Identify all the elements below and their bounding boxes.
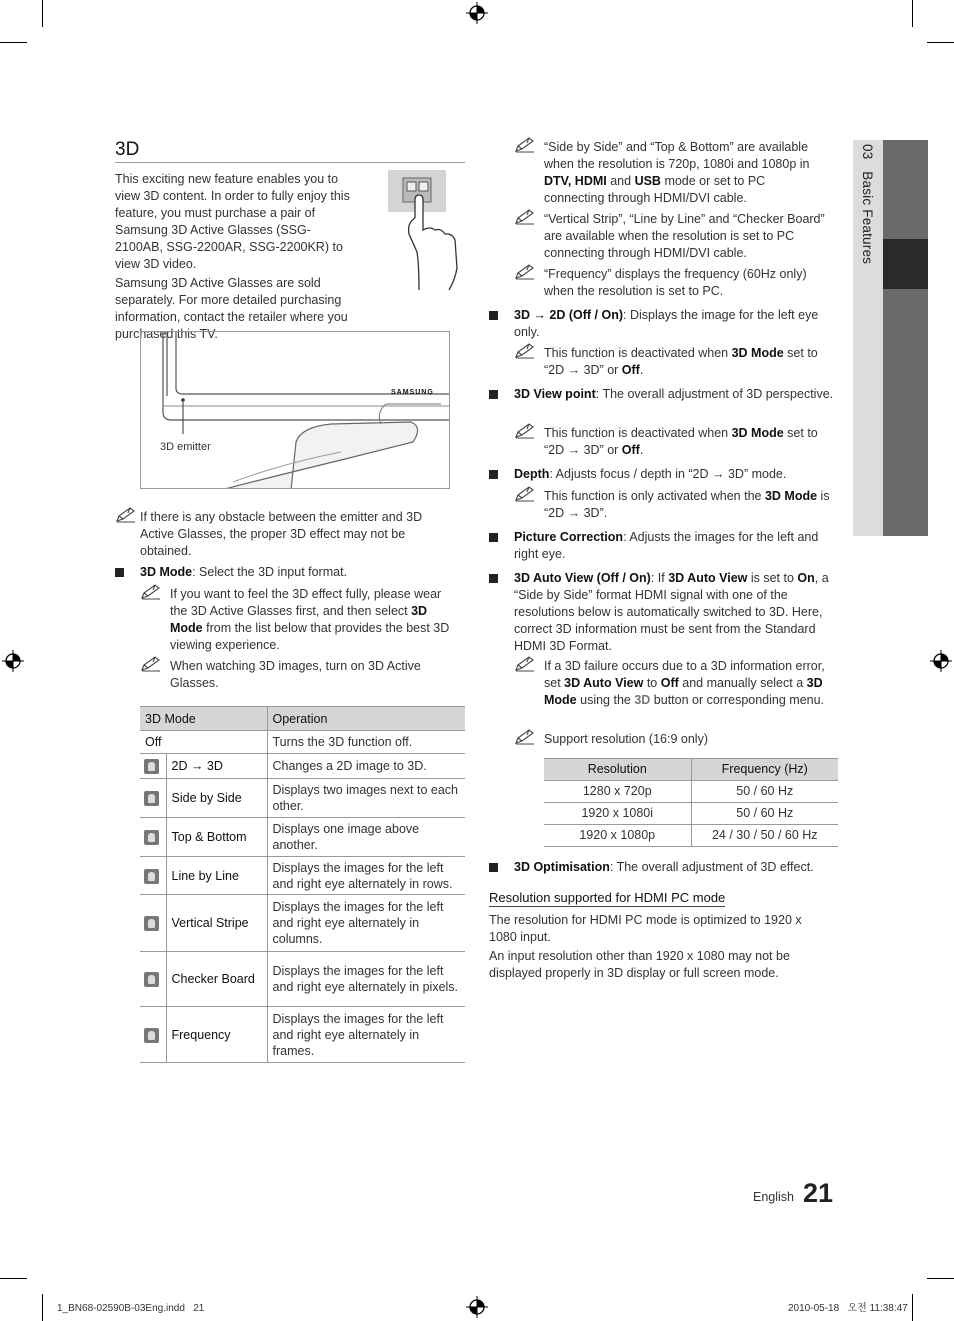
- term: 3D Mode: [731, 346, 784, 360]
- top-bottom-icon: [144, 830, 159, 845]
- table-row: [140, 1007, 465, 1063]
- bullet-square-icon: [489, 863, 498, 872]
- bullet-3d-view-point: [489, 386, 834, 403]
- chapter-side-tab: [853, 140, 883, 536]
- mode-name: Line by Line: [166, 857, 267, 895]
- note-text: This function is deactivated when: [544, 346, 732, 360]
- term: Off: [621, 363, 640, 377]
- note-text: to: [643, 676, 661, 690]
- term: Depth: [514, 467, 550, 481]
- table-row: [140, 952, 465, 1007]
- term: Off: [621, 443, 640, 457]
- term: 3D Mode: [731, 426, 784, 440]
- bullet-square-icon: [489, 311, 498, 320]
- note-text: and: [606, 174, 635, 188]
- bullet-3d-auto-view: [489, 570, 834, 655]
- tv-brand-logo: SAMSUNG: [391, 389, 434, 396]
- note-text: set to “2D → 3D” or: [544, 426, 818, 457]
- 2d-to-3d-icon: [144, 759, 159, 774]
- term: Picture Correction: [514, 530, 624, 544]
- tv-emitter-figure: [140, 331, 450, 489]
- term: 3D Mode: [140, 565, 193, 579]
- registration-mark-icon: [466, 2, 488, 24]
- note-text: When watching 3D images, turn on 3D Active Glasses.: [170, 659, 421, 690]
- term-desc: : If: [650, 571, 669, 585]
- mode-name: Checker Board: [166, 952, 267, 1007]
- note-text: If a 3D failure occurs due to a 3D information error, set: [544, 659, 825, 690]
- frequency-cell: 50 / 60 Hz: [691, 803, 838, 825]
- frequency-icon: [144, 1028, 159, 1043]
- section-title: 3D: [115, 140, 465, 163]
- note-wear-glasses: [140, 586, 460, 654]
- emitter-label: 3D emitter: [160, 441, 211, 453]
- table-header-row: [544, 759, 838, 781]
- term: 3D → 2D (Off / On): [514, 308, 624, 322]
- term: 3D Mode: [170, 604, 428, 635]
- note-text: is “2D → 3D”.: [544, 489, 830, 520]
- vertical-stripe-icon: [144, 916, 159, 931]
- registration-mark-icon: [930, 650, 952, 672]
- crop-mark: [42, 0, 43, 27]
- crop-mark: [912, 1294, 913, 1321]
- note-text: If there is any obstacle between the emitter and 3D Active Glasses, the proper 3D effect may not be obtained.: [140, 510, 423, 558]
- term: 3D Mode: [544, 676, 823, 707]
- mode-desc: Displays the images for the left and right eye alternately in frames.: [267, 1007, 465, 1063]
- table-row: [140, 731, 465, 754]
- term-desc: is set to: [747, 571, 798, 585]
- bullet-3d-optimisation: [489, 859, 834, 876]
- frequency-cell: 50 / 60 Hz: [691, 781, 838, 803]
- term: USB: [634, 174, 661, 188]
- note-text: .: [639, 363, 644, 377]
- term: DTV, HDMI: [544, 174, 607, 188]
- bullet-3d-to-2d: [489, 307, 834, 341]
- mode-name: Side by Side: [166, 779, 267, 818]
- note-text: button or corresponding menu.: [650, 693, 825, 707]
- table-header-row: [140, 707, 465, 731]
- note-text: Support resolution (16:9 only): [544, 732, 708, 746]
- bullet-depth: [489, 466, 834, 483]
- table-row: [140, 857, 465, 895]
- note-deactivated: [514, 425, 839, 459]
- term: 3D Auto View: [668, 571, 748, 585]
- frequency-cell: 24 / 30 / 50 / 60 Hz: [691, 825, 838, 847]
- term: Off: [660, 676, 679, 690]
- table-row: [544, 825, 838, 847]
- bullet-square-icon: [489, 533, 498, 542]
- hdmi-pc-paragraph: An input resolution other than 1920 x 1080 may not be displayed properly in 3D display or full screen mode.: [489, 949, 790, 980]
- note-pencil-icon: [514, 209, 536, 225]
- note-text: “Side by Side” and “Top & Bottom” are available when the resolution is 720p, 1080i and 1080p in: [544, 140, 810, 171]
- registration-mark-icon: [2, 650, 24, 672]
- bullet-square-icon: [115, 568, 124, 577]
- resolution-cell: 1920 x 1080i: [544, 803, 691, 825]
- mode-desc: Displays the images for the left and right eye alternately in rows.: [267, 857, 465, 895]
- resolution-cell: 1280 x 720p: [544, 781, 691, 803]
- term: 3D View point: [514, 387, 596, 401]
- crop-mark: [912, 0, 913, 27]
- side-by-side-icon: [144, 791, 159, 806]
- resolution-table: [544, 758, 838, 847]
- term-desc: : Adjusts the images for the left and right eye.: [514, 530, 819, 561]
- note-pencil-icon: [514, 486, 536, 502]
- note-deactivated: [514, 345, 839, 379]
- checker-board-icon: [144, 972, 159, 987]
- hdmi-pc-paragraph: The resolution for HDMI PC mode is optimized to 1920 x 1080 input.: [489, 913, 802, 944]
- note-text: This function is deactivated when: [544, 426, 732, 440]
- resolution-cell: 1920 x 1080p: [544, 825, 691, 847]
- note-vertical-strip: [514, 211, 834, 262]
- note-pencil-icon: [140, 584, 162, 600]
- table-header: Operation: [267, 707, 465, 731]
- mode-name: Frequency: [166, 1007, 267, 1063]
- tv-illustration: [141, 332, 450, 489]
- table-header: Frequency (Hz): [691, 759, 838, 781]
- crop-mark: [42, 1294, 43, 1321]
- note-3d-failure: [514, 658, 839, 709]
- table-header: 3D Mode: [140, 707, 267, 731]
- term: 3D Auto View (Off / On): [514, 571, 651, 585]
- term: 3D Mode: [764, 489, 818, 503]
- note-obstacle: [115, 509, 445, 560]
- note-text: and manually select a: [678, 676, 807, 690]
- term-desc: : The overall adjustment of 3D perspective.: [595, 387, 834, 401]
- note-text: using the: [576, 693, 635, 707]
- term: On: [797, 571, 815, 585]
- table-row: [544, 803, 838, 825]
- registration-mark-icon: [466, 1296, 488, 1318]
- crop-mark: [927, 42, 954, 43]
- term: 3D Optimisation: [514, 860, 610, 874]
- table-row: [544, 781, 838, 803]
- note-text: If you want to feel the 3D effect fully, please wear the 3D Active Glasses first, and then select: [170, 587, 442, 618]
- line-by-line-icon: [144, 869, 159, 884]
- term: 3D Auto View: [564, 676, 644, 690]
- note-pencil-icon: [514, 729, 536, 745]
- intro-paragraph-text: Samsung 3D Active Glasses are sold separately. For more detailed purchasing information, contact the retailer where you purchased this TV.: [115, 276, 348, 341]
- note-text: set to “2D → 3D” or: [544, 346, 818, 377]
- note-side-by-side: [514, 139, 826, 207]
- note-frequency: [514, 266, 834, 300]
- intro-text: [115, 171, 465, 345]
- crop-mark: [927, 1278, 954, 1279]
- page-number: 21: [803, 1178, 834, 1208]
- crop-mark: [0, 42, 27, 43]
- mode-desc: Displays one image above another.: [267, 818, 465, 857]
- bullet-square-icon: [489, 470, 498, 479]
- hdmi-pc-text: [489, 912, 824, 982]
- intro-paragraph: This exciting new feature enables you to view 3D content. In order to fully enjoy this feature, you must purchase a pair of Samsung 3D Active Glasses (SSG-2100AB, SSG-2200AR, SSG-2200KR) to view 3D video.: [115, 172, 350, 271]
- page-language: English: [753, 1190, 794, 1204]
- chapter-side-label: 03 Basic Features: [860, 144, 875, 265]
- note-pencil-icon: [514, 343, 536, 359]
- 3d-mode-table: [140, 706, 465, 1063]
- crop-mark: [0, 1278, 27, 1279]
- hdmi-pc-heading: Resolution supported for HDMI PC mode: [489, 890, 726, 905]
- table-row: [140, 754, 465, 779]
- print-timestamp: 2010-05-18 오전 11:38:47: [788, 1303, 908, 1314]
- mode-name: Vertical Stripe: [166, 895, 267, 952]
- mode-desc: Displays two images next to each other.: [267, 779, 465, 818]
- chapter-side-bar: [883, 140, 928, 536]
- note-text: .: [639, 443, 644, 457]
- table-row: [140, 818, 465, 857]
- table-header: Resolution: [544, 759, 691, 781]
- note-pencil-icon: [514, 137, 536, 153]
- chapter-side-marker: [883, 239, 928, 289]
- table-row: [140, 895, 465, 952]
- note-text: from the list below that provides the best 3D viewing experience.: [170, 621, 450, 652]
- mode-desc: Displays the images for the left and right eye alternately in pixels.: [267, 952, 465, 1007]
- note-text: “Frequency” displays the frequency (60Hz only) when the resolution is set to PC.: [544, 267, 807, 298]
- note-pencil-icon: [514, 423, 536, 439]
- mode-desc: Displays the images for the left and right eye alternately in columns.: [267, 895, 465, 952]
- mode-desc: Changes a 2D image to 3D.: [267, 754, 465, 779]
- bullet-picture-correction: [489, 529, 834, 563]
- note-pencil-icon: [514, 264, 536, 280]
- mode-name: Off: [140, 731, 267, 754]
- term-desc: , a “Side by Side” format HDMI signal with one of the resolutions below is automatically switched to 3D. Here, correct 3D information must be sent from the Standard HDMI 3D Format.: [514, 571, 829, 653]
- note-pencil-icon: [140, 656, 162, 672]
- print-file-name: 1_BN68-02590B-03Eng.indd 21: [57, 1303, 205, 1314]
- note-text: mode or set to PC connecting through HDMI/DVI cable.: [544, 174, 766, 205]
- note-support-resolution: [514, 731, 839, 748]
- term-desc: : Displays the image for the left eye only.: [514, 308, 819, 339]
- note-text: “Vertical Strip”, “Line by Line” and “Checker Board” are available when the resolution is set to PC connecting through HDMI/DVI cable.: [544, 212, 825, 260]
- bullet-square-icon: [489, 574, 498, 583]
- note-activated: [514, 488, 839, 522]
- note-text: This function is only activated when the: [544, 489, 765, 503]
- bullet-square-icon: [489, 390, 498, 399]
- mode-desc: Turns the 3D function off.: [267, 731, 465, 754]
- term: 3D: [634, 693, 651, 707]
- note-turn-on-glasses: [140, 658, 440, 692]
- note-pencil-icon: [115, 507, 137, 523]
- term-desc: : Adjusts focus / depth in “2D → 3D” mode.: [549, 467, 787, 481]
- note-pencil-icon: [514, 656, 536, 672]
- table-row: [140, 779, 465, 818]
- term-desc: : Select the 3D input format.: [192, 565, 348, 579]
- mode-name: Top & Bottom: [166, 818, 267, 857]
- mode-name: 2D → 3D: [166, 754, 267, 779]
- term-desc: : The overall adjustment of 3D effect.: [609, 860, 814, 874]
- bullet-3d-mode: [115, 564, 455, 581]
